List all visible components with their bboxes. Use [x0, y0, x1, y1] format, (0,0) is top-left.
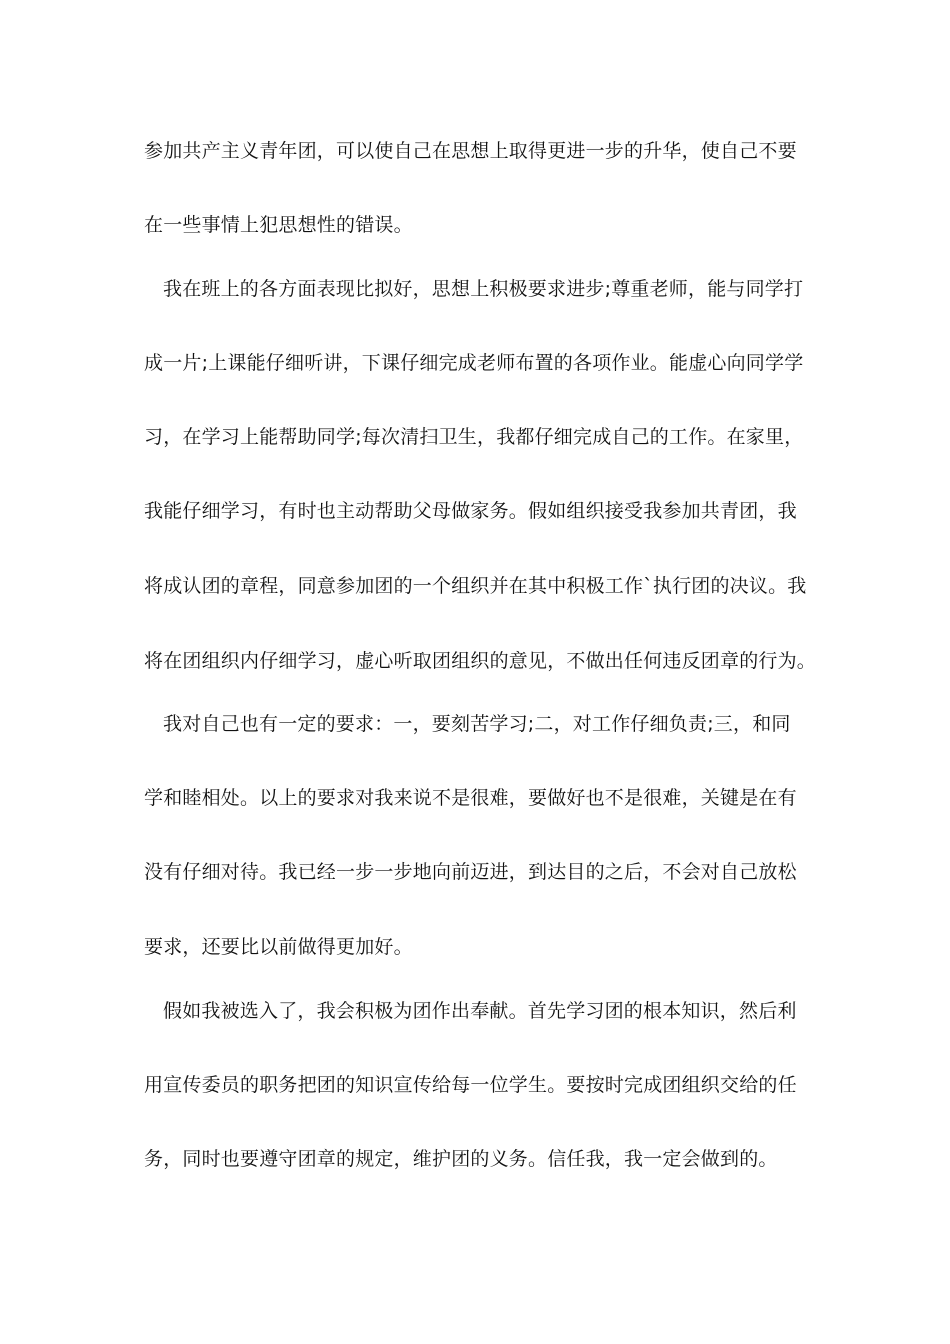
text-line: 参加共产主义青年团，可以使自己在思想上取得更进一步的升华，使自己不要: [144, 140, 797, 162]
text-line: 我能仔细学习，有时也主动帮助父母做家务。假如组织接受我参加共青团，我: [144, 500, 797, 522]
text-line: 在一些事情上犯思想性的错误。: [144, 214, 413, 236]
text-line: 将成认团的章程，同意参加团的一个组织并在其中积极工作`执行团的决议。我: [144, 575, 807, 597]
text-line: 务，同时也要遵守团章的规定，维护团的义务。信任我，我一定会做到的。: [144, 1148, 778, 1170]
paragraph-start-line: 假如我被选入了，我会积极为团作出奉献。首先学习团的根本知识，然后利: [163, 1000, 797, 1022]
text-line: 成一片;上课能仔细听讲，下课仔细完成老师布置的各项作业。能虚心向同学学: [144, 352, 804, 374]
text-line: 习，在学习上能帮助同学;每次清扫卫生，我都仔细完成自己的工作。在家里，: [144, 426, 804, 448]
paragraph-start-line: 我在班上的各方面表现比拟好，思想上积极要求进步;尊重老师，能与同学打: [163, 278, 804, 300]
text-line: 将在团组织内仔细学习，虚心听取团组织的意见，不做出任何违反团章的行为。: [144, 650, 817, 672]
text-line: 用宣传委员的职务把团的知识宣传给每一位学生。要按时完成团组织交给的任: [144, 1074, 797, 1096]
text-line: 学和睦相处。以上的要求对我来说不是很难，要做好也不是很难，关键是在有: [144, 787, 797, 809]
text-line: 没有仔细对待。我已经一步一步地向前迈进，到达目的之后，不会对自己放松: [144, 861, 797, 883]
text-line: 要求，还要比以前做得更加好。: [144, 936, 413, 958]
paragraph-start-line: 我对自己也有一定的要求：一，要刻苦学习;二，对工作仔细负责;三，和同: [163, 713, 791, 735]
